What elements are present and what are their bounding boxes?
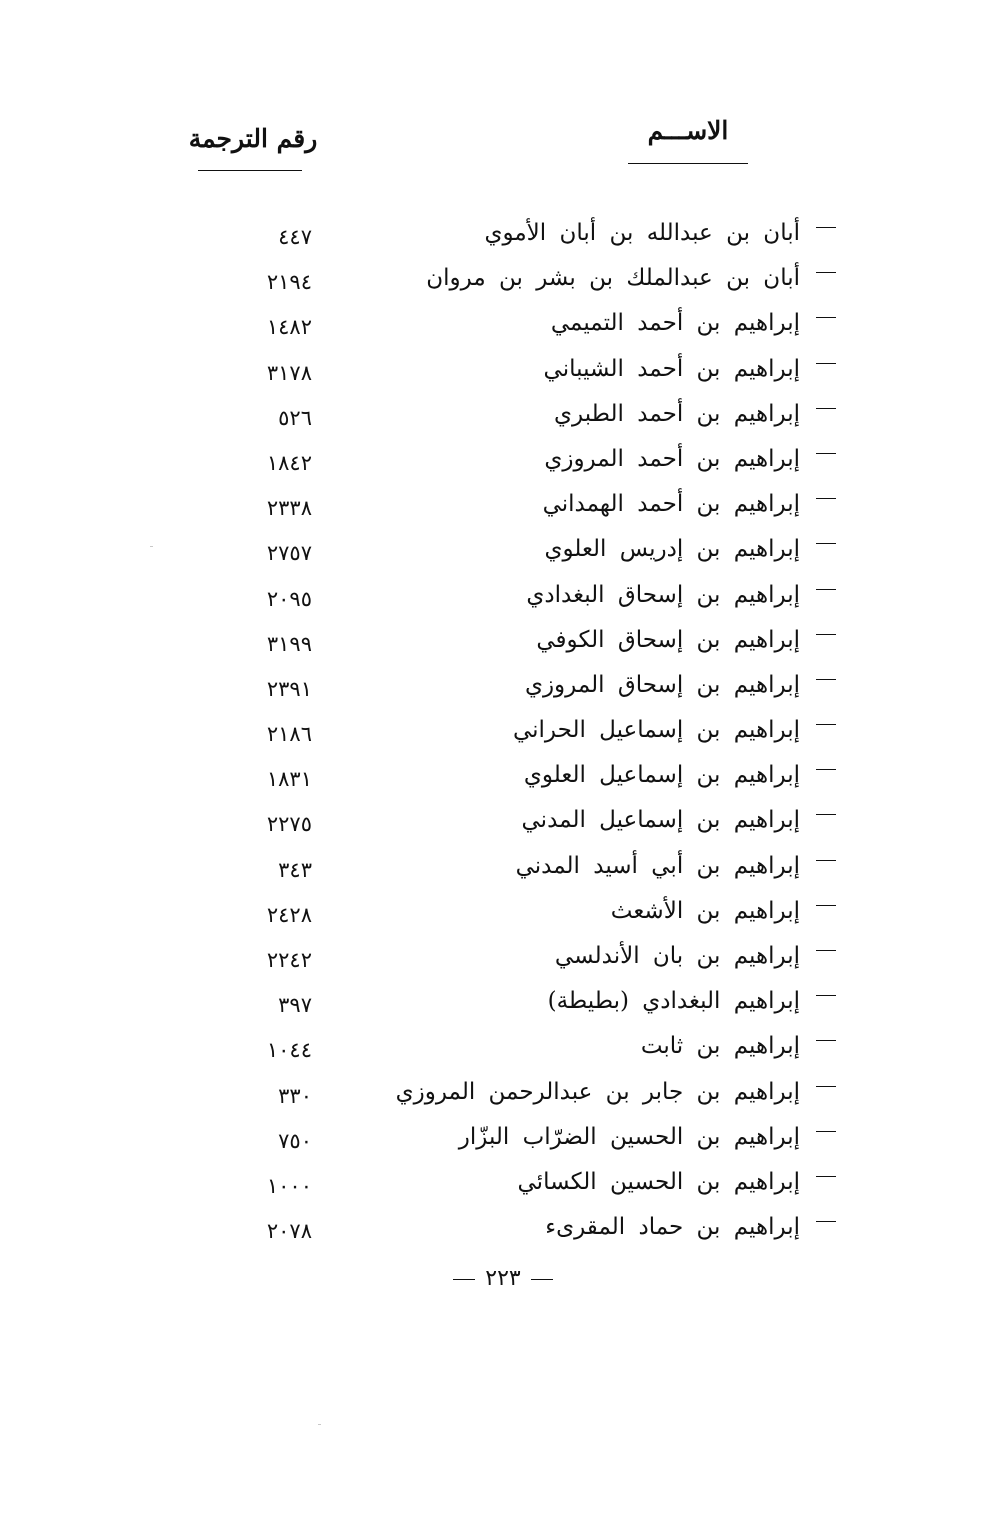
entry-number: ٣٤٣	[278, 857, 312, 882]
entry-number: ١٤٨٢	[266, 315, 312, 340]
entry-dash	[816, 634, 836, 635]
footer-dash-left	[453, 1279, 475, 1280]
name-header-underline	[628, 163, 748, 164]
index-entry-row	[0, 218, 1006, 263]
entry-dash	[816, 1221, 836, 1222]
number-header-underline	[198, 170, 302, 171]
entry-number: ٣٣٠	[278, 1083, 312, 1108]
index-entry-row	[0, 399, 1006, 444]
entry-name: إبراهيم بن إسماعيل الحراني	[512, 717, 800, 744]
index-entry-row	[0, 715, 1006, 760]
entry-number: ٢٢٤٢	[266, 948, 312, 972]
entry-dash	[816, 408, 836, 409]
entry-dash	[816, 724, 836, 725]
entry-number: ٢٢٧٥	[266, 812, 312, 837]
entry-dash	[816, 950, 836, 951]
entry-name: إبراهيم بن إسحاق الكوفي	[536, 626, 800, 653]
entry-name: إبراهيم البغدادي (بطيطة)	[547, 988, 800, 1015]
entry-number: ٤٤٧	[278, 225, 312, 249]
entry-name: إبراهيم بن الحسين الضرّاب البزّار	[458, 1123, 800, 1150]
index-entry-row	[0, 760, 1006, 805]
entry-dash	[816, 543, 836, 544]
entry-dash	[816, 453, 836, 454]
entry-number: ٢٣٣٨	[266, 496, 312, 521]
entry-number: ٣١٧٨	[266, 360, 312, 385]
entry-name: إبراهيم بن إسماعيل العلوي	[523, 762, 800, 789]
entry-name: إبراهيم بن أحمد التميمي	[550, 310, 800, 337]
entry-name: إبراهيم بن حماد المقرىء	[545, 1214, 800, 1241]
entry-dash	[816, 589, 836, 590]
index-entry-row	[0, 805, 1006, 850]
scan-speck	[150, 546, 153, 547]
index-entry-row	[0, 1122, 1006, 1167]
entry-name: أبان بن عبدالملك بن بشر بن مروان	[426, 265, 800, 292]
index-entry-row	[0, 1031, 1006, 1076]
entry-name: إبراهيم بن أحمد المروزي	[544, 445, 800, 472]
entry-dash	[816, 860, 836, 861]
index-entry-row	[0, 625, 1006, 670]
entry-number: ٢٠٩٥	[266, 586, 312, 611]
index-entry-row	[0, 580, 1006, 625]
entry-number: ٢٧٥٧	[266, 541, 312, 566]
entry-dash	[816, 363, 836, 364]
entry-name: إبراهيم بن الأشعث	[610, 897, 800, 924]
index-entry-row	[0, 444, 1006, 489]
index-entry-row	[0, 489, 1006, 534]
entry-name: إبراهيم بن أحمد الشيباني	[543, 355, 800, 382]
index-entry-row	[0, 851, 1006, 896]
index-entry-row	[0, 986, 1006, 1031]
entry-name: إبراهيم بن إسحاق البغدادي	[526, 581, 800, 608]
index-entry-row	[0, 941, 1006, 986]
entry-number: ١٨٣١	[266, 767, 312, 792]
index-entry-row	[0, 534, 1006, 579]
number-column-header: رقم الترجمة	[188, 124, 318, 153]
entry-dash	[816, 272, 836, 273]
footer-dash-right	[531, 1279, 553, 1280]
entry-name: إبراهيم بن أحمد الهمداني	[542, 491, 800, 518]
index-entry-row	[0, 670, 1006, 715]
entry-number: ٧٥٠	[278, 1128, 312, 1153]
entry-name: أبان بن عبدالله بن أبان الأموي	[484, 220, 800, 246]
entry-number: ٢٠٧٨	[266, 1219, 312, 1244]
entry-dash	[816, 769, 836, 770]
index-entry-row	[0, 354, 1006, 399]
index-entry-row	[0, 896, 1006, 941]
entry-dash	[816, 679, 836, 680]
entry-dash	[816, 1176, 836, 1177]
entry-number: ٣٩٧	[278, 993, 312, 1018]
entry-number: ٣١٩٩	[266, 631, 312, 656]
entry-dash	[816, 227, 836, 228]
entry-number: ٢٣٩١	[266, 676, 312, 701]
entry-number: ١٠٠٠	[266, 1173, 312, 1198]
entry-dash	[816, 1086, 836, 1087]
entry-name: إبراهيم بن جابر بن عبدالرحمن المروزي	[395, 1078, 800, 1105]
entry-dash	[816, 905, 836, 906]
entry-dash	[816, 1040, 836, 1041]
index-entry-row	[0, 1167, 1006, 1212]
entry-number: ١٠٤٤	[266, 1038, 312, 1063]
entry-name: إبراهيم بن أحمد الطبري	[554, 400, 800, 427]
entry-name: إبراهيم بن بان الأندلسي	[554, 943, 800, 969]
entry-dash	[816, 1131, 836, 1132]
index-entry-row	[0, 308, 1006, 353]
entry-name: إبراهيم بن إسحاق المروزي	[524, 671, 800, 698]
name-column-header: الاســـم	[647, 116, 729, 145]
entry-number: ٢١٩٤	[266, 270, 312, 295]
entry-name: إبراهيم بن إدريس العلوي	[544, 536, 800, 563]
entry-name: إبراهيم بن أبي أسيد المدني	[515, 852, 800, 879]
entry-name: إبراهيم بن الحسين الكسائي	[517, 1168, 800, 1195]
entry-name: إبراهيم بن ثابت	[640, 1033, 800, 1060]
entry-number: ١٨٤٢	[266, 450, 312, 475]
scan-speck	[318, 1424, 321, 1425]
entry-dash	[816, 814, 836, 815]
page-footer	[0, 1266, 1006, 1291]
entry-dash	[816, 995, 836, 996]
entry-dash	[816, 498, 836, 499]
page-number: ٢٢٣	[485, 1266, 521, 1291]
entry-name: إبراهيم بن إسماعيل المدني	[521, 807, 800, 834]
index-entry-row	[0, 1212, 1006, 1257]
entry-number: ٢٤٢٨	[266, 902, 312, 927]
entry-dash	[816, 317, 836, 318]
index-entry-row	[0, 263, 1006, 308]
index-entry-row	[0, 1077, 1006, 1122]
entry-number: ٥٢٦	[278, 405, 312, 430]
entry-list	[0, 218, 1006, 1257]
entry-number: ٢١٨٦	[266, 722, 312, 747]
